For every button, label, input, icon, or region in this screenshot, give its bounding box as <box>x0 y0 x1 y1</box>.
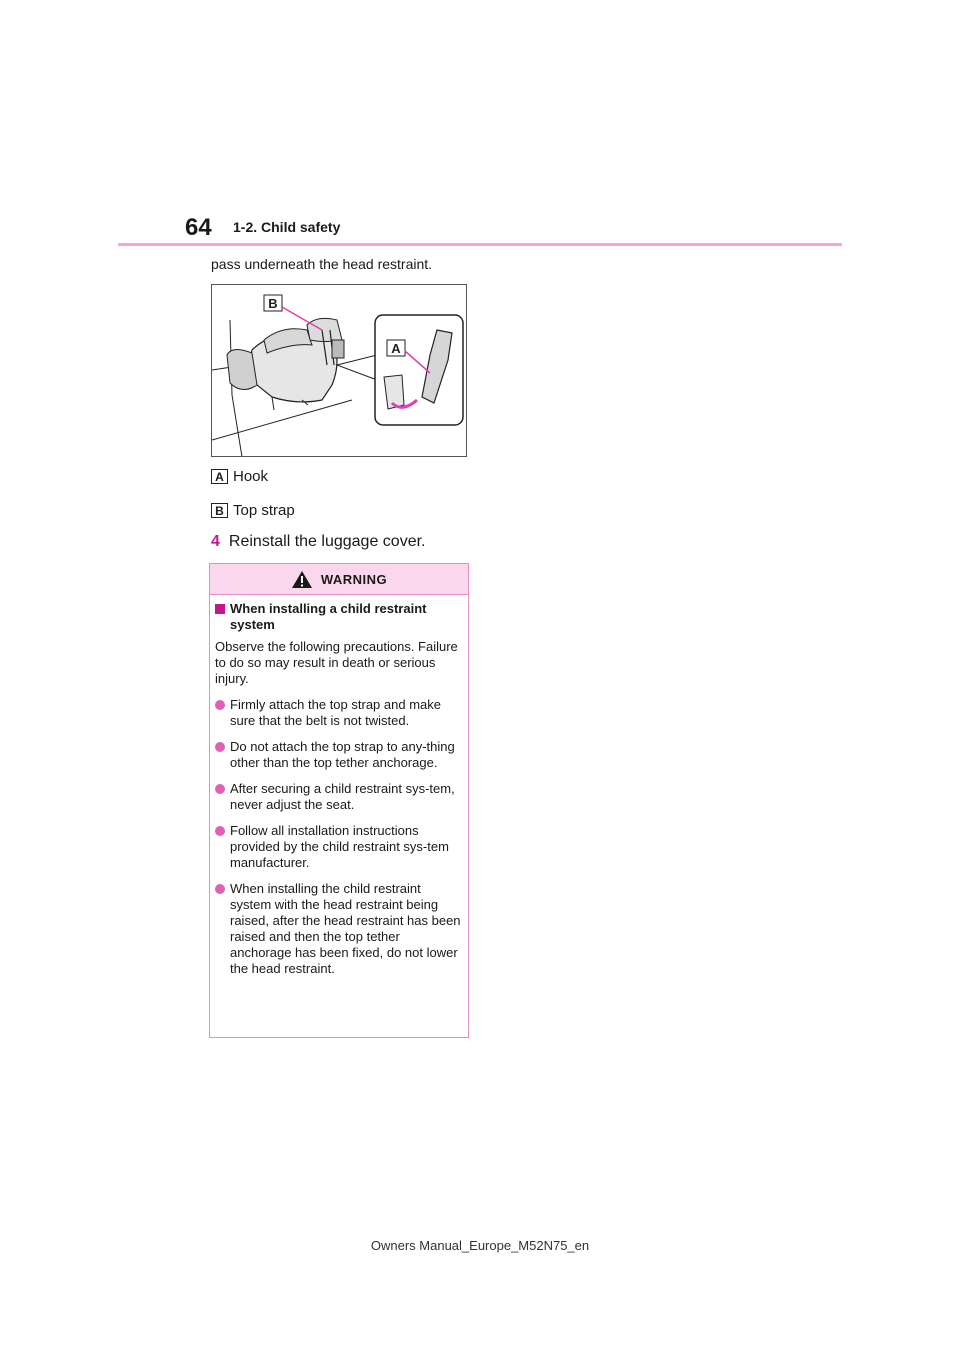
warning-intro: Observe the following precautions. Failure to do so may result in death or serious injury. <box>215 639 458 686</box>
list-item-text: Firmly attach the top strap and make sure that the belt is not twisted. <box>230 697 441 728</box>
legend-letter-box: A <box>211 469 228 484</box>
list-item <box>215 697 463 729</box>
list-item <box>215 823 463 871</box>
step-number: 4 <box>211 533 220 550</box>
warning-body <box>210 595 468 977</box>
warning-box <box>209 563 469 1038</box>
step-text: Reinstall the luggage cover. <box>228 533 426 550</box>
bullet-dot-icon <box>215 700 225 710</box>
list-item <box>215 781 463 813</box>
bullet-dot-icon <box>215 784 225 794</box>
footer-label: Owners Manual_Europe_M52N75_en <box>370 1238 590 1253</box>
list-item <box>215 881 463 977</box>
child-seat-illustration <box>211 284 467 457</box>
section-title: 1-2. Child safety <box>233 219 341 235</box>
step-4 <box>211 533 425 551</box>
warning-triangle-icon <box>291 570 313 589</box>
intro-text: pass underneath the head restraint. <box>211 256 433 272</box>
header-rule <box>118 243 842 246</box>
bullet-dot-icon <box>215 826 225 836</box>
warning-title: WARNING <box>320 571 388 587</box>
legend-letter-box: B <box>211 503 228 518</box>
callout-a-label: A <box>391 341 401 356</box>
list-item-text: Do not attach the top strap to any-thing other than the top tether anchorage. <box>230 739 455 770</box>
legend-label: Top strap <box>233 502 295 519</box>
bullet-dot-icon <box>215 742 225 752</box>
warning-heading <box>215 601 463 633</box>
seat-top-strap-drawing <box>212 285 467 457</box>
warning-heading-text: When installing a child restraint system <box>230 601 427 632</box>
page-number: 64 <box>185 214 212 241</box>
list-item-text: When installing the child restraint system with the head restraint being raised, after the head restraint has been raised and then the top tether anchorage has been fixed, do not lower the head restraint. <box>230 881 461 976</box>
legend-item-top-strap <box>211 502 295 519</box>
warning-header <box>210 564 468 595</box>
legend-item-hook <box>211 468 268 485</box>
bullet-dot-icon <box>215 884 225 894</box>
callout-b-label: B <box>268 296 278 311</box>
list-item-text: Follow all installation instructions provided by the child restraint sys-tem manufacturer. <box>230 823 449 870</box>
square-bullet-icon <box>215 604 225 614</box>
legend-label: Hook <box>233 468 269 485</box>
list-item <box>215 739 463 771</box>
list-item-text: After securing a child restraint sys-tem, never adjust the seat. <box>230 781 455 812</box>
